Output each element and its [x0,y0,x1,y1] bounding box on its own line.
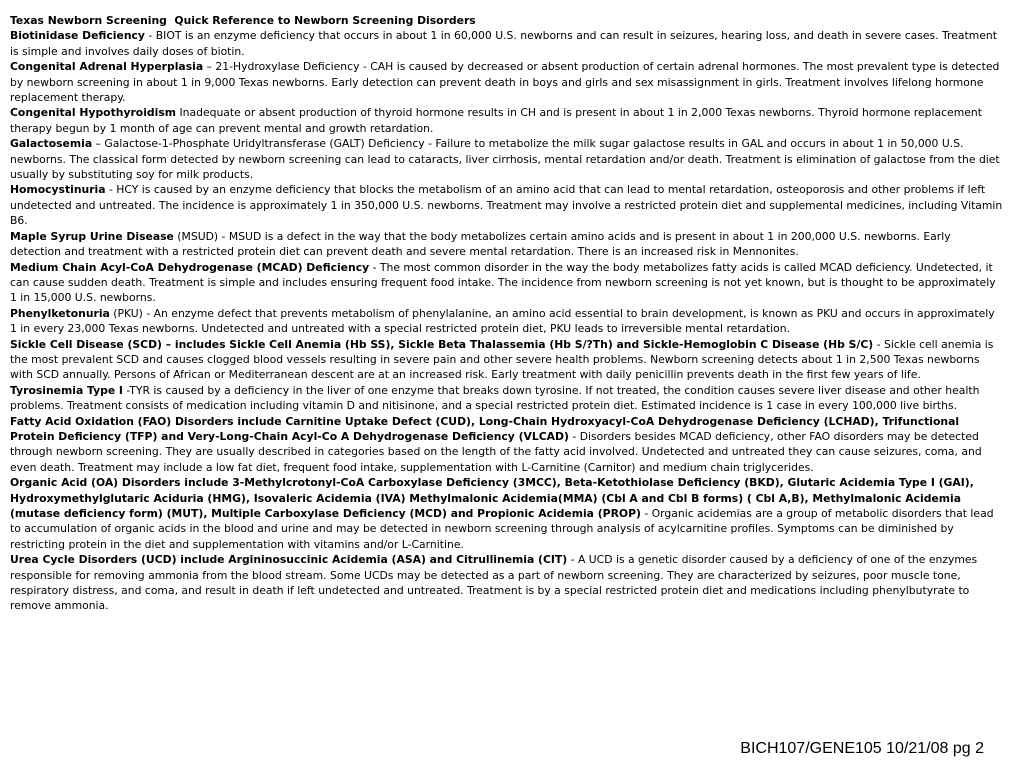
entry-term: Urea Cycle Disorders (UCD) include Argininosuccinic Acidemia (ASA) and Citrullinemia (CIT) [10,553,568,567]
entry-sickle-cell-disease [10,337,1004,383]
entry-text: – 21-Hydroxylase Deficiency - CAH is caused by decreased or absent production of certain adrenal hormones. The most prevalent type is detected by newborn screening in about 1 in 9,000 Texas newborns. Early detection can prevent death in boys and girls and sex misassignment in girls. Treatment involves lifelong hormone replacement therapy. [10,60,1000,105]
entry-term: Congenital Hypothyroidism [10,106,177,120]
entry-organic-acid-disorders [10,475,1004,552]
entry-text: - Disorders besides MCAD deficiency, other FAO disorders may be detected through newborn screening. They are usually described in categories based on the length of the fatty acid involved. Undetected and untreated they can cause seizures, coma, and even death. Treatment may include a low fat diet, frequent food intake, supplementation with L-Carnitine (Carnitor) and medium chain triglycerides. [10,429,982,474]
entry-text: (MSUD) - MSUD is a defect in the way that the body metabolizes certain amino acids and is present in about 1 in 200,000 U.S. newborns. Early detection and treatment with a restricted protein diet can prevent death and severe mental retardation. There is an increased risk in Mennonites. [10,229,951,259]
document-title: Texas Newborn Screening Quick Reference to Newborn Screening Disorders [10,14,476,27]
entry-term: Fatty Acid Oxidation (FAO) Disorders include Carnitine Uptake Defect (CUD), Long-Chain Hydroxyacyl-CoA Dehydrogenase Deficiency (LCHAD), Trifunctional Protein Deficiency (TFP) and Very-Long-Chain Acyl-Co A Dehydrogenase Deficiency (VLCAD) [10,414,960,443]
entry-urea-cycle-disorders [10,552,1004,614]
entry-text: – Galactose-1-Phosphate Uridyltransferase (GALT) Deficiency - Failure to metabolize the milk sugar galactose results in GAL and occurs in about 1 in 50,000 U.S. newborns. The classical form detected by newborn screening can lead to cataracts, liver cirrhosis, mental retardation and/or death. Treatment is elimination of galactose from the diet usually by substituting soy for milk products. [10,137,1000,182]
entry-text: - A UCD is a genetic disorder caused by a deficiency of one of the enzymes responsible for removing ammonia from the blood stream. Some UCDs may be detected as a part of newborn screening. They are characterized by seizures, poor muscle tone, respiratory distress, and coma, and result in death if left undetected and untreated. Treatment is by a special restricted protein diet and medications including phenylbutyrate to remove ammonia. [10,553,978,613]
entry-term: Congenital Adrenal Hyperplasia [10,60,204,74]
entry-mcad-deficiency [10,260,1004,306]
document-body [10,13,1004,614]
entry-tyrosinemia-type-i [10,383,1004,414]
entry-fatty-acid-oxidation-disorders [10,414,1004,476]
entry-phenylketonuria [10,306,1004,337]
entry-homocystinuria [10,182,1004,228]
entry-text: - HCY is caused by an enzyme deficiency that blocks the metabolism of an amino acid that can lead to mental retardation, osteoporosis and other problems if left undetected and untreated. The incidence is approximately 1 in 350,000 U.S. newborns. Treatment may involve a restricted protein diet and supplemental medicines, including Vitamin B6. [10,183,1003,228]
entry-term: Galactosemia [10,137,93,151]
entry-text: (PKU) - An enzyme defect that prevents metabolism of phenylalanine, an amino acid essential to brain development, is known as PKU and occurs in approximately 1 in every 23,000 Texas newborns. Undetected and untreated with a special restricted protein diet, PKU leads to irreversible mental retardation. [10,306,995,336]
entry-term: Biotinidase Deficiency [10,29,145,43]
entry-galactosemia [10,136,1004,182]
entry-text: - Organic acidemias are a group of metabolic disorders that lead to accumulation of organic acids in the blood and urine and may be detected in newborn screening through analysis of acylcarnitine profiles. Symptoms can be diminished by restricting protein in the diet and supplementation with vitamins and/or L-Carnitine. [10,507,994,551]
entry-congenital-hypothyroidism [10,105,1004,136]
entry-term: Medium Chain Acyl-CoA Dehydrogenase (MCAD) Deficiency [10,260,370,274]
entry-term: Organic Acid (OA) Disorders include 3-Methylcrotonyl-CoA Carboxylase Deficiency (3MCC), Beta-Ketothiolase Deficiency (BKD), Glutaric Acidemia Type I (GAI), Hydroxymethylglutaric Aciduria (HMG), Isovaleric Acidemia (IVA) Methylmalonic Acidemia(MMA) (Cbl A and Cbl B forms) ( Cbl A,B), Methylmalonic Acidemia (mutase deficiency form) (MUT), Multiple Carboxylase Deficiency (MCD) and Propionic Acidemia (PROP) [10,476,974,520]
entry-biotinidase-deficiency [10,28,1004,59]
entry-term: Phenylketonuria [10,306,110,320]
entry-text: -TYR is caused by a deficiency in the liver of one enzyme that breaks down tyrosine. If not treated, the condition causes severe liver disease and other health problems. Treatment consists of medication including vitamin D and nitisinone, and a special restricted protein diet. Estimated incidence is 1 case in every 100,000 live births. [10,383,980,413]
entry-term: Homocystinuria [10,183,106,197]
entry-maple-syrup-urine-disease [10,229,1004,260]
entry-text: - BIOT is an enzyme deficiency that occurs in about 1 in 60,000 U.S. newborns and can result in seizures, hearing loss, and death in severe cases. Treatment is simple and involves daily doses of biotin. [10,29,997,58]
entry-term: Maple Syrup Urine Disease [10,229,174,243]
entry-term: Sickle Cell Disease (SCD) – includes Sickle Cell Anemia (Hb SS), Sickle Beta Thalassemia (Hb S/?Th) and Sickle-Hemoglobin C Disease (Hb S/C) [10,337,874,351]
entry-text: - Sickle cell anemia is the most prevalent SCD and causes clogged blood vessels resulting in severe pain and other severe health problems. Newborn screening detects about 1 in 2,500 Texas newborns with SCD annually. Persons of African or Mediterranean descent are at an increased risk. Early treatment with daily penicillin prevents death in the first few years of life. [10,337,994,382]
entry-text: - The most common disorder in the way the body metabolizes fatty acids is called MCAD deficiency. Undetected, it can cause sudden death. Treatment is simple and includes ensuring frequent food intake. The incidence from newborn screening is not yet known, but is thought to be approximately 1 in 15,000 U.S. newborns. [10,260,996,305]
entry-congenital-adrenal-hyperplasia [10,59,1004,105]
page-footer: BICH107/GENE105 10/21/08 pg 2 [740,740,984,757]
entry-text: Inadequate or absent production of thyroid hormone results in CH and is present in about 1 in 2,000 Texas newborns. Thyroid hormone replacement therapy begun by 1 month of age can prevent mental and growth retardation. [10,106,982,135]
entry-term: Tyrosinemia Type I [10,383,123,397]
